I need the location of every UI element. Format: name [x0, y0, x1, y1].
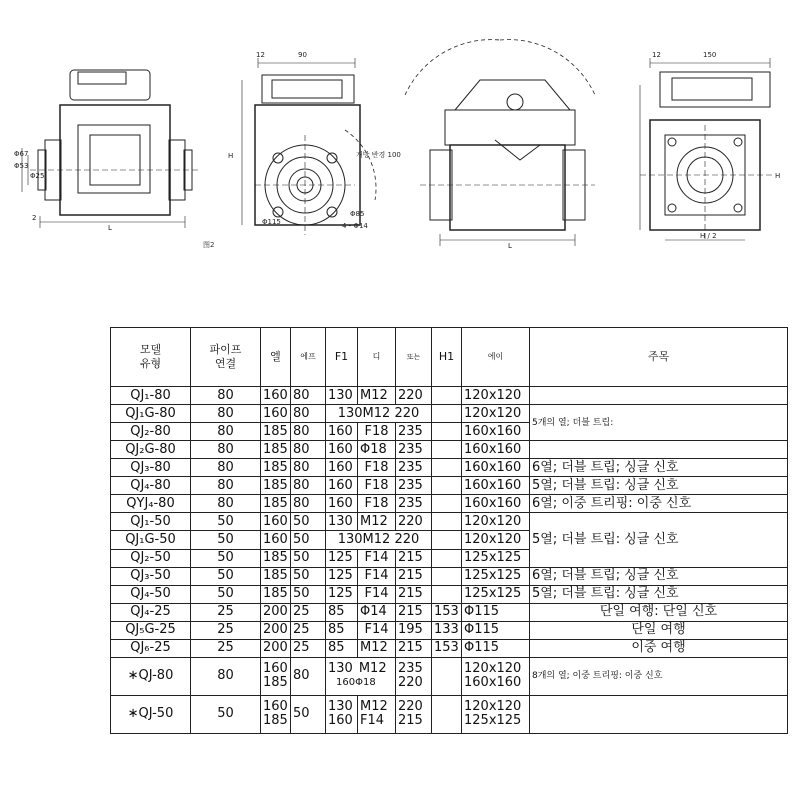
- table-row: [111, 495, 788, 513]
- table-row: [111, 567, 788, 585]
- table-cell: [432, 495, 462, 513]
- table-cell: 단일 여행: [530, 621, 788, 639]
- table-cell: 50: [291, 513, 326, 531]
- dim-d25: Φ25: [30, 172, 45, 180]
- table-cell: 6열; 더블 트립; 싱글 신호: [530, 459, 788, 477]
- table-cell: [396, 657, 432, 695]
- table-cell: Φ115: [462, 621, 530, 639]
- view-side-flanged: [22, 70, 200, 228]
- table-row: [111, 459, 788, 477]
- table-cell: 25: [291, 621, 326, 639]
- cell-line: 220: [398, 699, 423, 715]
- table-cell: QJ₄-50: [111, 585, 191, 603]
- table-row: [111, 477, 788, 495]
- table-cell: 50: [291, 567, 326, 585]
- table-cell: 120x120: [462, 531, 530, 549]
- table-cell: 80: [191, 405, 261, 423]
- header-pipe: 파이프 연결: [191, 328, 261, 387]
- table-cell: 80: [291, 477, 326, 495]
- drawings-svg: [0, 0, 800, 320]
- table-cell: [432, 513, 462, 531]
- table-cell: F14: [358, 567, 396, 585]
- dim-d67: Φ67: [14, 150, 29, 158]
- table-cell: 80: [291, 405, 326, 423]
- table-cell: 25: [191, 603, 261, 621]
- table-cell: 235: [396, 495, 432, 513]
- table-cell: 215: [396, 603, 432, 621]
- table-cell: 120x120: [462, 387, 530, 405]
- table-cell: QJ₂G-80: [111, 441, 191, 459]
- table-cell: QJ₁-50: [111, 513, 191, 531]
- cell-part: 130: [328, 661, 353, 677]
- table-cell: QJ₂-80: [111, 423, 191, 441]
- table-cell: 160: [326, 423, 358, 441]
- table-cell: 8개의 열; 이중 트리핑: 이중 신호: [530, 657, 788, 695]
- table-row: [111, 585, 788, 603]
- dim-12b: 12: [652, 51, 661, 59]
- cell-line: 185: [263, 675, 288, 691]
- cell-line: 215: [398, 713, 423, 729]
- table-cell: 160: [261, 405, 291, 423]
- cell-line: 185: [263, 713, 288, 729]
- table-row: [111, 639, 788, 657]
- header-col3: 엘: [261, 328, 291, 387]
- table-cell: F14: [358, 621, 396, 639]
- table-cell: [432, 387, 462, 405]
- table-cell: 80: [291, 657, 326, 695]
- table-cell: QJ₃-50: [111, 567, 191, 585]
- table-cell: 80: [191, 477, 261, 495]
- dim-d115: Φ115: [262, 218, 281, 226]
- table-cell: [432, 585, 462, 603]
- table-row: [111, 387, 788, 405]
- table-cell: QJ₁G-80: [111, 405, 191, 423]
- table-cell: 80: [291, 387, 326, 405]
- table-cell: [530, 695, 788, 733]
- table-cell: QYJ₄-80: [111, 495, 191, 513]
- dim-arc: 개방 반경 100: [356, 151, 401, 159]
- table-cell: 80: [191, 657, 261, 695]
- table-cell: 125: [326, 567, 358, 585]
- dim-150: 150: [703, 51, 717, 59]
- cell-line: 160x160: [464, 675, 522, 691]
- table-cell: 215: [396, 585, 432, 603]
- header-col10: 주목: [530, 328, 788, 387]
- table-cell: 185: [261, 549, 291, 567]
- table-cell: [432, 459, 462, 477]
- table-cell: 185: [261, 423, 291, 441]
- table-cell: 50: [191, 567, 261, 585]
- table-cell: 130M12 220: [326, 531, 432, 549]
- table-cell: 85: [326, 603, 358, 621]
- table-cell: 185: [261, 567, 291, 585]
- table-cell: 50: [291, 531, 326, 549]
- table-cell: 125: [326, 549, 358, 567]
- table-cell: 50: [191, 695, 261, 733]
- table-row: [111, 405, 788, 423]
- dim-h2-4: H / 2: [700, 232, 717, 240]
- table-cell: 5열; 더블 트립: 싱글 신호: [530, 585, 788, 603]
- table-cell: 25: [291, 603, 326, 621]
- table-cell: [432, 405, 462, 423]
- cell-line: 120x120: [464, 661, 522, 677]
- table-cell: [432, 549, 462, 567]
- table-cell: 153: [432, 603, 462, 621]
- table-cell: 235: [396, 459, 432, 477]
- cell-line: 120x120: [464, 699, 522, 715]
- header-col5: F1: [326, 328, 358, 387]
- dim-l3: L: [508, 242, 512, 250]
- table-cell: QJ₁G-50: [111, 531, 191, 549]
- header-model: 모델 유형: [111, 328, 191, 387]
- table-cell: 200: [261, 621, 291, 639]
- cell-line: 125x125: [464, 713, 522, 729]
- table-cell: 185: [261, 459, 291, 477]
- table-cell: QJ₄-25: [111, 603, 191, 621]
- table-cell: F18: [358, 423, 396, 441]
- table-cell: [326, 695, 358, 733]
- cell-line: 160: [263, 699, 288, 715]
- table-cell: 80: [191, 495, 261, 513]
- cell-line: 160Φ18: [336, 677, 376, 689]
- dim-l1: L: [108, 224, 112, 232]
- table-cell: 160: [261, 387, 291, 405]
- table-cell: 50: [191, 531, 261, 549]
- table-cell: 이중 여행: [530, 639, 788, 657]
- cell-line: [328, 662, 393, 676]
- header-col4: 에프: [291, 328, 326, 387]
- table-cell: [462, 695, 530, 733]
- table-cell: M12: [358, 639, 396, 657]
- table-cell: [326, 657, 396, 695]
- table-cell: 5열; 더블 트립: 싱글 신호: [530, 477, 788, 495]
- table-cell: 160: [326, 459, 358, 477]
- dim-h4: H: [775, 172, 781, 180]
- table-cell: 85: [326, 639, 358, 657]
- table-cell: 130M12 220: [326, 405, 432, 423]
- table-cell: QJ₅G-25: [111, 621, 191, 639]
- table-cell: 215: [396, 639, 432, 657]
- table-row: [111, 603, 788, 621]
- table-cell: 125x125: [462, 549, 530, 567]
- table-cell: [261, 657, 291, 695]
- table-cell: [530, 441, 788, 459]
- table-cell: 200: [261, 639, 291, 657]
- table-cell: 160: [326, 477, 358, 495]
- table-cell: 220: [396, 387, 432, 405]
- table-cell: [358, 695, 396, 733]
- header-col8: H1: [432, 328, 462, 387]
- table-cell: [432, 657, 462, 695]
- table-cell: QJ₃-80: [111, 459, 191, 477]
- table-cell: F18: [358, 459, 396, 477]
- table-cell: QJ₁-80: [111, 387, 191, 405]
- dim-bolt: 4 - Φ14: [342, 222, 368, 230]
- table-cell: Φ14: [358, 603, 396, 621]
- table-cell: 80: [291, 441, 326, 459]
- table-cell: 5개의 열; 더블 트립:: [530, 405, 788, 441]
- table-cell: [261, 695, 291, 733]
- dim-pos1: 2: [32, 214, 37, 222]
- table-cell: [432, 531, 462, 549]
- table-cell: QJ₄-80: [111, 477, 191, 495]
- table-cell: 133: [432, 621, 462, 639]
- table-cell: 25: [191, 621, 261, 639]
- table-cell: 6열; 더블 트립; 싱글 신호: [530, 567, 788, 585]
- table-cell: 235: [396, 477, 432, 495]
- cell-line: F14: [360, 713, 385, 729]
- table-cell: M12: [358, 387, 396, 405]
- cell-line: 160: [263, 661, 288, 677]
- table-cell: 160x160: [462, 423, 530, 441]
- table-cell: 50: [291, 695, 326, 733]
- table-cell: 215: [396, 567, 432, 585]
- view-opening-arcs: [405, 40, 595, 246]
- table-cell: 200: [261, 603, 291, 621]
- figure-label: 图2: [203, 241, 215, 249]
- table-cell: F14: [358, 585, 396, 603]
- table-cell: 160: [261, 513, 291, 531]
- table-cell: Φ18: [358, 441, 396, 459]
- table-cell: 153: [432, 639, 462, 657]
- table-cell: 185: [261, 477, 291, 495]
- table-cell: 120x120: [462, 513, 530, 531]
- view-square-flange: [640, 58, 775, 240]
- table-cell: ∗QJ-80: [111, 657, 191, 695]
- header-col6: 디: [358, 328, 396, 387]
- table-cell: 50: [191, 549, 261, 567]
- table-cell: 185: [261, 441, 291, 459]
- table-cell: Φ115: [462, 603, 530, 621]
- table-cell: 160x160: [462, 441, 530, 459]
- table-cell: [530, 387, 788, 405]
- table-cell: 80: [191, 387, 261, 405]
- table-cell: 25: [291, 639, 326, 657]
- table-cell: F14: [358, 549, 396, 567]
- table-cell: 160x160: [462, 477, 530, 495]
- table-cell: 160: [261, 531, 291, 549]
- table-row: [111, 621, 788, 639]
- table-cell: 80: [191, 441, 261, 459]
- table-cell: 195: [396, 621, 432, 639]
- table-cell: [432, 423, 462, 441]
- table-cell: 160: [326, 441, 358, 459]
- dim-90: 90: [298, 51, 307, 59]
- dim-d85: Φ85: [350, 210, 365, 218]
- table-cell: [432, 477, 462, 495]
- table-cell: QJ₆-25: [111, 639, 191, 657]
- table-cell: 160x160: [462, 459, 530, 477]
- table-cell: 120x120: [462, 405, 530, 423]
- table-cell: 125x125: [462, 585, 530, 603]
- table-cell: [432, 567, 462, 585]
- view-front-flange: [242, 58, 376, 235]
- cell-line: M12: [360, 699, 388, 715]
- table-cell: 220: [396, 513, 432, 531]
- table-cell: 235: [396, 441, 432, 459]
- dim-h2: H: [228, 152, 234, 160]
- table-cell: [432, 441, 462, 459]
- table-body: [111, 387, 788, 734]
- cell-line: 235: [398, 661, 423, 677]
- header-row: [111, 328, 788, 387]
- table-cell: M12: [358, 513, 396, 531]
- table-cell: 6열; 이중 트리핑: 이중 신호: [530, 495, 788, 513]
- table-cell: 130: [326, 387, 358, 405]
- table-cell: 80: [191, 459, 261, 477]
- header-col9: 에이: [462, 328, 530, 387]
- table-cell: 85: [326, 621, 358, 639]
- table-cell: [432, 695, 462, 733]
- spec-table: [110, 327, 788, 734]
- table-row: [111, 513, 788, 531]
- table-cell: 80: [291, 423, 326, 441]
- table-row: [111, 441, 788, 459]
- cell-part: M12: [358, 661, 387, 677]
- table-cell: 160x160: [462, 495, 530, 513]
- table-cell: 25: [191, 639, 261, 657]
- table-cell: 130: [326, 513, 358, 531]
- table-cell: 50: [191, 585, 261, 603]
- table-cell: Φ115: [462, 639, 530, 657]
- table-cell: 215: [396, 549, 432, 567]
- table-cell: 235: [396, 423, 432, 441]
- table-cell: ∗QJ-50: [111, 695, 191, 733]
- table-row-star: [111, 657, 788, 695]
- table-cell: 50: [291, 585, 326, 603]
- table-cell: [462, 657, 530, 695]
- table-cell: 160: [326, 495, 358, 513]
- cell-line: 160: [328, 713, 353, 729]
- table-cell: 5열; 더블 트립: 싱글 신호: [530, 513, 788, 567]
- table-row-star: [111, 695, 788, 733]
- table-cell: 단일 여행: 단일 신호: [530, 603, 788, 621]
- dim-12a: 12: [256, 51, 265, 59]
- table-cell: 50: [291, 549, 326, 567]
- table-cell: 185: [261, 495, 291, 513]
- table-cell: 80: [291, 495, 326, 513]
- table-cell: 50: [191, 513, 261, 531]
- table-cell: [396, 695, 432, 733]
- table-cell: 80: [191, 423, 261, 441]
- header-col7: 또는: [396, 328, 432, 387]
- dim-d53: Φ53: [14, 162, 29, 170]
- table-cell: F18: [358, 495, 396, 513]
- table-cell: F18: [358, 477, 396, 495]
- table-cell: 185: [261, 585, 291, 603]
- cell-line: 130: [328, 699, 353, 715]
- table-cell: 80: [291, 459, 326, 477]
- table-cell: QJ₂-50: [111, 549, 191, 567]
- cell-line: 220: [398, 675, 423, 691]
- table-cell: 125x125: [462, 567, 530, 585]
- table-cell: 125: [326, 585, 358, 603]
- technical-drawings: [0, 0, 800, 320]
